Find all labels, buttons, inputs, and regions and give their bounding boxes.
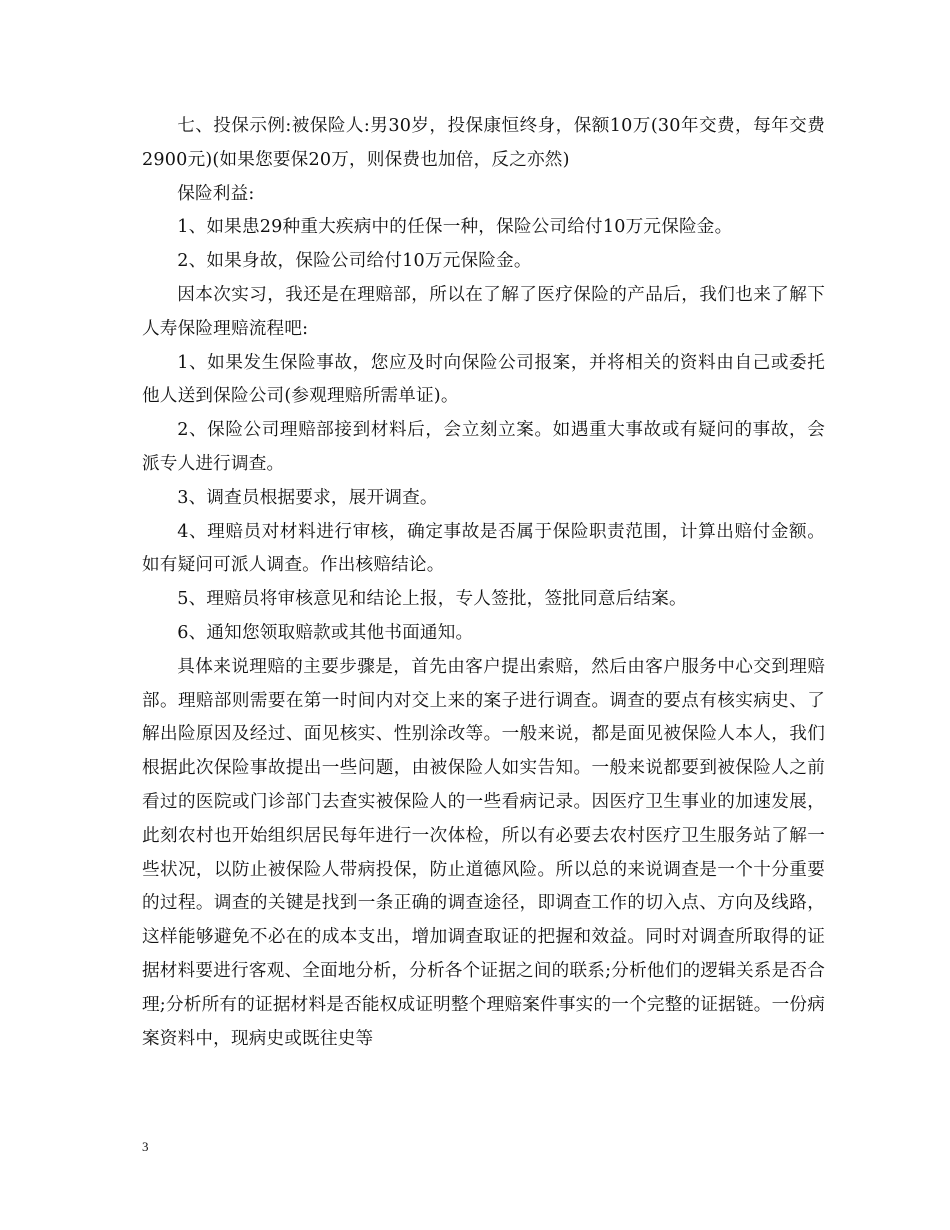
paragraph-claims-step-1: 1、如果发生保险事故，您应及时向保险公司报案，并将相关的资料由自己或委托他人送到保险公司(参观理赔所需单证)。 <box>142 352 825 407</box>
paragraph-claims-step-2: 2、保险公司理赔部接到材料后，会立刻立案。如遇重大事故或有疑问的事故，会派专人进行调查。 <box>142 420 825 474</box>
page-number: 3 <box>142 1139 149 1154</box>
paragraph-insurance-benefits-heading: 保险利益: <box>177 183 255 204</box>
paragraph-claims-step-4: 4、理赔员对材料进行审核，确定事故是否属于保险职责范围，计算出赔付金额。如有疑问可派人调查。作出核赔结论。 <box>142 521 825 576</box>
paragraph-claims-details: 具体来说理赔的主要步骤是，首先由客户提出索赔，然后由客户服务中心交到理赔部。理赔部则需要在第一时间内对交上来的案子进行调查。调查的要点有核实病史、了解出险原因及经过、面见核实、性别涂改等。一般来说，都是面见被保险人本人，我们根据此次保险事故提出一些问题，由被保险人如实告知。一般来说都要到被保险人之前看过的医院或门诊部门去查实被保险人的一些看病记录。因医疗卫生事业的加速发展，此刻农村也开始组织居民每年进行一次体检，所以有必要去农村医疗卫生服务站了解一些状况，以防止被保险人带病投保，防止道德风险。所以总的来说调查是一个十分重要的过程。调查的关键是找到一条正确的调查途径，即调查工作的切入点、方向及线路，这样能够避免不必在的成本支出，增加调查取证的把握和效益。同时对调查所取得的证据材料要进行客观、全面地分析，分析各个证据之间的联系;分析他们的逻辑关系是否合理;分析所有的证据材料是否能权成证明整个理赔案件事实的一个完整的证据链。一份病案资料中，现病史或既往史等 <box>142 656 825 1049</box>
paragraph-benefit-death: 2、如果身故，保险公司给付10万元保险金。 <box>177 251 532 272</box>
paragraph-claims-intro: 因本次实习，我还是在理赔部，所以在了解了医疗保险的产品后，我们也来了解下人寿保险理赔流程吧: <box>142 284 825 339</box>
paragraph-claims-step-6: 6、通知您领取赔款或其他书面通知。 <box>177 622 474 643</box>
paragraph-claims-step-3: 3、调查员根据要求，展开调查。 <box>177 487 438 508</box>
paragraph-claims-step-5: 5、理赔员将审核意见和结论上报，专人签批，签批同意后结案。 <box>177 589 687 610</box>
document-body <box>142 110 825 1056</box>
paragraph-benefit-critical-illness: 1、如果患29种重大疾病中的任保一种，保险公司给付10万元保险金。 <box>177 217 733 238</box>
paragraph-insurance-example: 七、投保示例:被保险人:男30岁，投保康恒终身，保额10万(30年交费，每年交费2900元)(如果您要保20万，则保费也加倍，反之亦然) <box>142 116 825 170</box>
